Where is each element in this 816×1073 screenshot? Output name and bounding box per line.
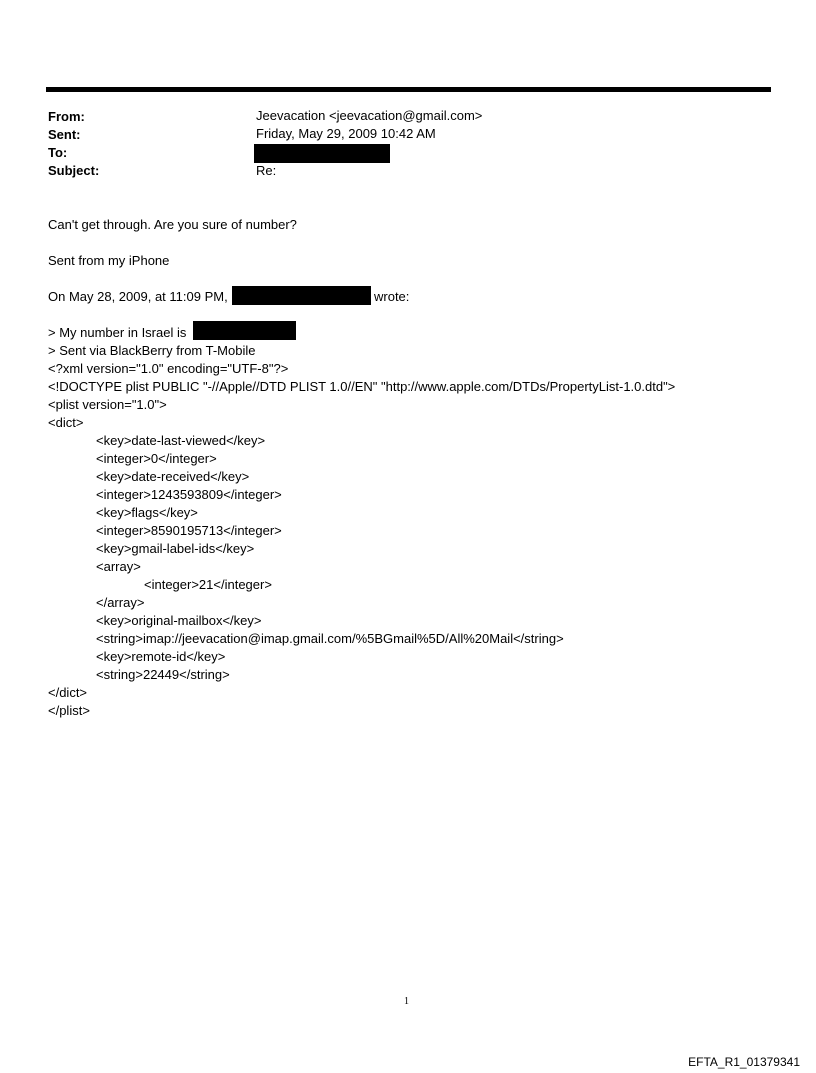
- quote-line-2: > Sent via BlackBerry from T-Mobile: [48, 343, 256, 358]
- plist-line: <string>22449</string>: [96, 667, 230, 682]
- redaction-to: [254, 144, 390, 163]
- plist-line: <key>date-last-viewed</key>: [96, 433, 266, 448]
- subject-value: Re:: [256, 163, 277, 178]
- plist-line: <key>gmail-label-ids</key>: [96, 541, 255, 556]
- plist-line: <?xml version="1.0" encoding="UTF-8"?>: [48, 361, 289, 376]
- page-number: 1: [404, 996, 409, 1007]
- plist-line: </dict>: [48, 685, 88, 700]
- plist-line: <integer>8590195713</integer>: [96, 523, 282, 538]
- plist-line: <integer>21</integer>: [144, 577, 272, 592]
- plist-line: <dict>: [48, 415, 84, 430]
- plist-line: <key>flags</key>: [96, 505, 198, 520]
- header-rule: [46, 87, 771, 92]
- body-line-1: Can't get through. Are you sure of number?: [48, 217, 297, 232]
- plist-line: <integer>1243593809</integer>: [96, 487, 282, 502]
- quote-line-1: > My number in Israel is: [48, 325, 187, 340]
- to-label: To:: [48, 145, 68, 160]
- plist-line: <string>imap://jeevacation@imap.gmail.com/%5BGmail%5D/All%20Mail</string>: [96, 631, 564, 646]
- redaction-sender: [232, 286, 371, 305]
- plist-line: <key>date-received</key>: [96, 469, 250, 484]
- body-line-3-prefix: On May 28, 2009, at 11:09 PM,: [48, 289, 228, 304]
- redaction-number: [193, 321, 296, 340]
- from-label: From:: [48, 109, 85, 124]
- sent-value: Friday, May 29, 2009 10:42 AM: [256, 126, 436, 141]
- plist-line: <key>original-mailbox</key>: [96, 613, 262, 628]
- from-value: Jeevacation <jeevacation@gmail.com>: [256, 108, 483, 123]
- plist-line: </plist>: [48, 703, 90, 718]
- plist-line: <integer>0</integer>: [96, 451, 217, 466]
- subject-label: Subject:: [48, 163, 100, 178]
- plist-line: <array>: [96, 559, 141, 574]
- sent-label: Sent:: [48, 127, 81, 142]
- document-id: EFTA_R1_01379341: [688, 1055, 800, 1069]
- plist-line: <plist version="1.0">: [48, 397, 167, 412]
- body-line-3-suffix: wrote:: [374, 289, 410, 304]
- body-line-2: Sent from my iPhone: [48, 253, 170, 268]
- plist-line: <key>remote-id</key>: [96, 649, 226, 664]
- plist-line: </array>: [96, 595, 145, 610]
- plist-line: <!DOCTYPE plist PUBLIC "-//Apple//DTD PLIST 1.0//EN" "http://www.apple.com/DTDs/PropertyList-1.0.dtd">: [48, 379, 676, 394]
